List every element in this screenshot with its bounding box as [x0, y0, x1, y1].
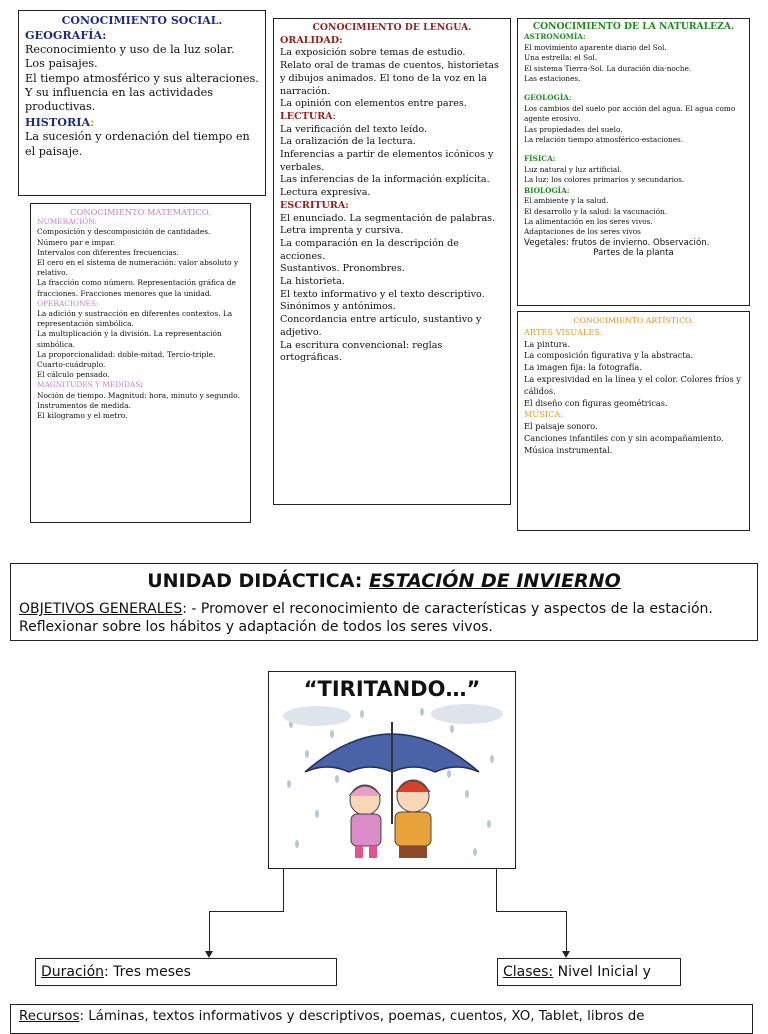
art-visual-item: La expresividad en la línea y el color. Colores fríos y cálidos.	[524, 373, 741, 396]
nat-geo-item: La relación tiempo atmosférico-estaciones.	[524, 135, 684, 145]
duration-box	[35, 958, 337, 986]
classes-label: Clases:	[503, 964, 554, 980]
nature-knowledge-box	[517, 18, 750, 306]
nat-astro-item: El sistema Tierra-Sol. La duración día-noche.	[524, 63, 692, 73]
lang-read-item: La oralización de la lectura.	[280, 136, 416, 148]
reading-colon: :	[332, 110, 336, 122]
math-mag-item: El kilogramo y el metro.	[37, 411, 128, 421]
writing-heading: ESCRITURA:	[280, 199, 349, 211]
lang-oral-item: Relato oral de tramas de cuentos, historietas y dibujos animados. El tono de la voz en la narración.	[280, 60, 499, 97]
objectives-label: OBJETIVOS GENERALES	[19, 601, 183, 617]
lang-write-item: El enunciado. La segmentación de palabras.	[280, 212, 496, 224]
math-num-item: Número par e impar.	[37, 237, 116, 247]
art-music-item: Música instrumental.	[524, 444, 613, 455]
math-op-item: La adición y sustracción en diferentes contextos. La representación simbólica.	[37, 309, 233, 329]
math-mag-item: Instrumentos de medida.	[37, 400, 131, 410]
unit-objectives	[19, 600, 749, 636]
lang-write-item: La comparación en la descripción de acciones.	[280, 237, 459, 262]
language-knowledge-box	[273, 18, 511, 505]
lang-oral-item: La opinión con elementos entre pares.	[280, 98, 467, 110]
music-heading: MÚSICA:	[524, 409, 564, 420]
nat-bio-item: Adaptaciones de los seres vivos	[524, 227, 641, 237]
nat-veg-line2: Partes de la planta	[593, 248, 674, 259]
math-op-item: La multiplicación y la división. La representación simbólica.	[37, 329, 222, 349]
connector-line	[496, 911, 567, 912]
nat-astro-item: El movimiento aparente diario del Sol.	[524, 42, 667, 52]
social-geo-item: El tiempo atmosférico y sus alteraciones. Y su influencia en las actividades productivas.	[25, 71, 259, 114]
nat-phys-item: Luz natural y luz artificial.	[524, 164, 622, 174]
unit-name: ESTACIÓN DE INVIERNO	[369, 570, 621, 592]
nat-bio-item: La alimentación en los seres vivos.	[524, 216, 653, 226]
nat-veg-line: Vegetales: frutos de invierno. Observación.	[524, 237, 710, 248]
visual-arts-heading: ARTES VISUALES:	[524, 326, 603, 337]
astronomy-heading: ASTRONOMÍA:	[524, 32, 586, 42]
social-title: CONOCIMIENTO SOCIAL.	[61, 14, 223, 27]
tiritando-box	[268, 671, 516, 869]
reading-heading: LECTURA	[280, 110, 333, 122]
lang-write-item: La historieta.	[280, 276, 345, 288]
girl-figure	[349, 785, 381, 858]
art-visual-item: La imagen fija: la fotografía.	[524, 362, 642, 373]
boy-figure	[395, 780, 431, 858]
resources-value: : Láminas, textos informativos y descriptivos, poemas, cuentos, XO, Tablet, libros de	[79, 1009, 645, 1024]
physics-heading: FÍSICA:	[524, 154, 556, 164]
lang-write-item: El texto informativo y el texto descriptivo.	[280, 288, 485, 300]
connector-line	[496, 869, 497, 912]
lang-write-item: La escritura convencional: reglas ortográficas.	[280, 339, 443, 364]
math-num-item: El cero en el sistema de numeración: valor absoluto y relativo.	[37, 258, 239, 278]
lang-write-item: Concordancia entre artículo, sustantivo y adjetivo.	[280, 314, 482, 338]
nat-bio-item: El desarrollo y la salud: la vacunación.	[524, 206, 667, 216]
nat-astro-item: Una estrella: el Sol.	[524, 53, 598, 63]
history-heading: HISTORIA	[25, 114, 91, 129]
geology-colon: :	[568, 93, 572, 103]
lang-read-item: Lectura expresiva.	[280, 187, 371, 199]
math-op-item: La proporcionalidad: doble-mitad. Tercio-triple. Cuarto-cuádruplo.	[37, 349, 216, 370]
nat-bio-item: El ambiente y la salud.	[524, 196, 609, 206]
duration-value: : Tres meses	[104, 964, 191, 980]
nat-phys-item: La luz: los colores primarios y secundarios.	[524, 175, 685, 185]
social-knowledge-box	[18, 10, 266, 196]
tiritando-title: “TIRITANDO…”	[303, 677, 481, 701]
unit-prefix: UNIDAD DIDÁCTICA:	[147, 570, 370, 592]
math-num-item: Composición y descomposición de cantidades.	[37, 227, 211, 237]
math-knowledge-box	[30, 203, 251, 523]
lang-read-item: Inferencias a partir de elementos icónicos y verbales.	[280, 149, 494, 173]
rain-drops	[287, 708, 494, 856]
orality-heading: ORALIDAD:	[280, 34, 343, 46]
art-visual-item: La pintura.	[524, 338, 571, 349]
lang-write-item: Sustantivos. Pronombres.	[280, 263, 405, 275]
classes-box	[497, 958, 681, 986]
unit-title	[19, 568, 749, 594]
history-colon: :	[90, 114, 95, 129]
lang-read-item: Las inferencias de la información explícita.	[280, 174, 490, 186]
resources-label: Recursos	[19, 1009, 80, 1024]
art-music-item: El paisaje sonoro.	[524, 421, 598, 432]
connector-line	[566, 911, 567, 953]
nat-astro-item: Las estaciones.	[524, 74, 581, 84]
social-geo-item: Reconocimiento y uso de la luz solar.	[25, 42, 235, 56]
numeration-heading: NUMERACIÓN:	[37, 217, 97, 227]
duration-label: Duración	[41, 964, 105, 980]
nature-title: CONOCIMIENTO DE LA NATURALEZA.	[532, 21, 735, 32]
didactic-unit-box	[10, 563, 758, 641]
connector-arrow	[562, 951, 570, 958]
lang-read-item: La verificación del texto leído.	[280, 123, 428, 135]
connector-line	[283, 869, 284, 912]
math-num-item: La fracción como número. Representación gráfica de fracciones. Fracciones menores que la unidad.	[37, 278, 236, 298]
social-geo-item: Los paisajes.	[25, 57, 98, 71]
math-num-item: Intervalos con diferentes frecuencias.	[37, 247, 179, 257]
art-knowledge-box	[517, 311, 750, 531]
connector-line	[209, 911, 284, 912]
objectives-text: : - Promover el reconocimiento de características y aspectos de la estación. Reflexionar sobre los hábitos y adaptación de todos los seres vivos.	[19, 601, 713, 635]
geography-heading: GEOGRAFÍA:	[25, 28, 107, 43]
operations-heading: OPERACIONES:	[37, 298, 99, 308]
math-title: CONOCIMIENTO MATEMÁTICO.	[70, 207, 211, 217]
geology-heading: GEOLOGÍA	[524, 93, 569, 103]
magnitudes-colon: :	[140, 380, 143, 390]
math-mag-item: Noción de tiempo. Magnitud: hora, minuto y segundo.	[37, 390, 240, 400]
art-visual-item: La composición figurativa y la abstracta.	[524, 350, 694, 361]
social-hist-item: La sucesión y ordenación del tiempo en el paisaje.	[25, 130, 250, 158]
resources-box	[10, 1004, 753, 1034]
language-title: CONOCIMIENTO DE LENGUA.	[312, 22, 472, 33]
classes-value: Nivel Inicial y	[553, 964, 651, 980]
magnitudes-heading: MAGNITUDES Y MEDIDAS	[37, 380, 141, 390]
umbrella-kids-illustration	[277, 704, 507, 864]
lang-oral-item: La exposición sobre temas de estudio.	[280, 47, 466, 59]
connector-arrow	[205, 951, 213, 958]
nat-geo-item: Los cambios del suelo por acción del agua. El agua como agente erosivo.	[524, 103, 736, 124]
nat-geo-item: Las propiedades del suelo.	[524, 124, 623, 134]
math-op-item: El cálculo pensado.	[37, 370, 110, 380]
lang-write-item: Letra imprenta y cursiva.	[280, 225, 404, 237]
lang-write-item: Sinónimos y antónimos.	[280, 301, 396, 313]
biology-heading: BIOLOGÍA:	[524, 185, 570, 195]
connector-line	[209, 911, 210, 953]
art-music-item: Canciones infantiles con y sin acompañamiento.	[524, 432, 724, 443]
art-visual-item: El diseño con figuras geométricas.	[524, 397, 668, 408]
art-title: CONOCIMIENTO ARTÍSTICO.	[573, 316, 694, 325]
